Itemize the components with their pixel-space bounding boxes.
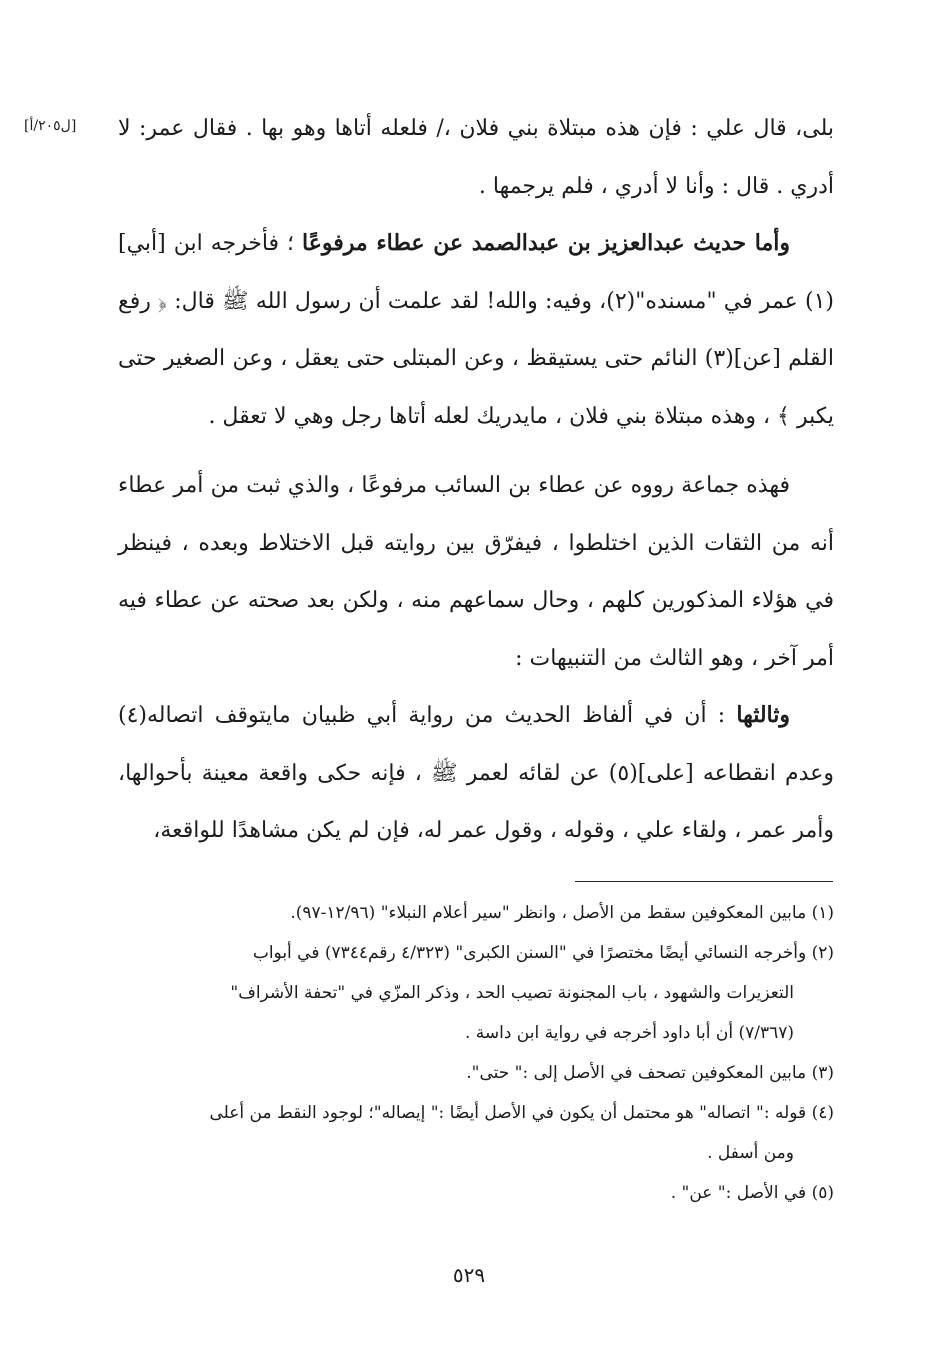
- paragraph-4-heading: وثالثها: [736, 702, 790, 728]
- paragraph-3: فهذه جماعة رووه عن عطاء بن السائب مرفوعًا ، والذي ثبت من أمر عطاء أنه من الثقات الذين اختلطوا ، فيفرّق بين روايته قبل الاختلاط وبعده ، فينظر في هؤلاء المذكورين كلهم ، وحال سماعهم منه ، ولكن بعد صحته عن عطاء فيه أمر آخر ، وهو الثالث من التنبيهات :: [118, 473, 834, 671]
- paragraph-1: بلى، قال علي : فإن هذه مبتلاة بني فلان ،/ فلعله أتاها وهو بها . فقال عمر: لا أدري . قال : وأنا لا أدري ، فلم يرجمها .: [118, 116, 834, 199]
- paragraph-2-body: ؛ فأخرجه ابن [أبي](١) عمر في "مسنده"(٢)، وفيه: والله! لقد علمت أن رسول الله ﷺ قال: ﴿ رفع القلم [عن](٣) النائم حتى يستيقظ ، وعن المبتلى حتى يعقل ، وعن الصغير حتى يكبر ﴾ ، وهذه مبتلاة بني فلان ، مايدريك لعله أتاها رجل وهي لا تعقل .: [118, 231, 834, 429]
- footnote-5: (٥) في الأصل :" عن" .: [670, 1183, 834, 1203]
- footnote-1: (١) مابين المعكوفين سقط من الأصل ، وانظر "سير أعلام النبلاء" (١٢/٩٦-٩٧).: [290, 903, 834, 923]
- footnote-2: (٢) وأخرجه النسائي أيضًا مختصرًا في "السنن الكبرى" (٤/٣٢٣ رقم٧٣٤٤) في أبواب: [252, 943, 834, 963]
- footnote-4: (٤) قوله :" اتصاله" هو محتمل أن يكون في الأصل أيضًا :" إيصاله"؛ لوجود النقط من أعلى: [209, 1103, 834, 1123]
- paragraph-4-body: : أن في ألفاظ الحديث من رواية أبي ظبيان مايتوقف اتصاله(٤) وعدم انقطاعه [على](٥) عن لقائه لعمر ﷺ ، فإنه حكى واقعة معينة بأحوالها، وأمر عمر ، ولقاء علي ، وقوله ، وقول عمر له، فإن لم يكن مشاهدًا للواقعة،: [118, 703, 834, 843]
- paragraph-2-heading: وأما حديث عبدالعزيز بن عبدالصمد عن عطاء مرفوعًا: [302, 230, 790, 256]
- footnote-2-continued: التعزيرات والشهود ، باب المجنونة تصيب الحد ، وذكر المزّي في "تحفة الأشراف": [230, 983, 794, 1003]
- footnotes: [112, 893, 834, 1213]
- paragraph-2: [118, 215, 834, 445]
- footnote-2-continued: (٧/٣٦٧) أن أبا داود أخرجه في رواية ابن داسة .: [464, 1023, 794, 1043]
- main-text: [118, 100, 834, 860]
- page-number: ٥٢٩: [452, 1263, 486, 1287]
- paragraph-4: [118, 687, 834, 860]
- manuscript-folio-reference: [ل٢٠٥/أ]: [24, 118, 77, 134]
- footnote-3: (٣) مابين المعكوفين تصحف في الأصل إلى :" حتى".: [466, 1063, 834, 1083]
- footnote-divider: [575, 881, 833, 882]
- footnote-4-continued: ومن أسفل .: [707, 1143, 794, 1163]
